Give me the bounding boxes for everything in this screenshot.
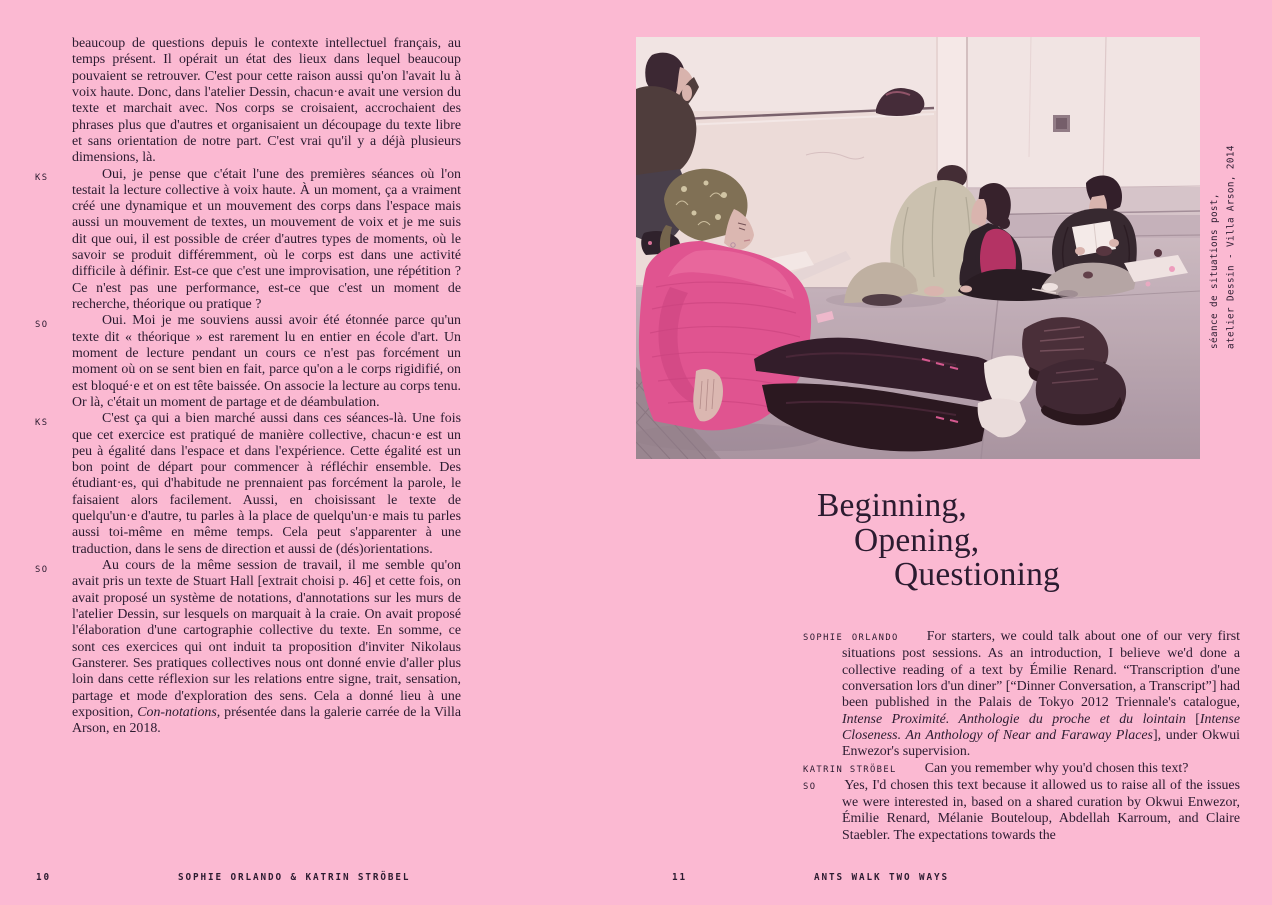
text-segment: Oui. Moi je me souviens aussi avoir été étonnée parce qu'un texte dit « théorique » est rarement lu en entier en école d'art. Un moment de lecture pendant un cours ce n'est pas forcément un moment où on se sent bien en fait, parce qu'on a le corps rigidifié, on est bloqué·e et on est tête baissée. On associe la lecture au corps tenu. Or là, c'était un moment de partage et de déambulation. <box>72 313 461 410</box>
right-dialogue-block <box>803 629 1240 844</box>
dialogue-paragraph <box>803 777 1240 844</box>
speaker-label: SOPHIE ORLANDO <box>803 633 899 643</box>
footer-running-title: ANTS WALK TWO WAYS <box>814 872 949 883</box>
photo-illustration <box>636 37 1200 459</box>
footer-page-number: 11 <box>672 872 687 883</box>
text-segment: C'est ça qui a bien marché aussi dans ces séances-là. Une fois que cet exercice est pratiqué de manière collective, chacun·e est un peu à égalité dans l'espace et dans l'expérience. Cette égalité est un bon point de départ pour commencer à réfléchir ensemble. Des étudiant·es, qui d'habitude ne prennaient pas forcément la parole, le faisaient alors facilement. Aussi, en choisissant le texte de quelqu'un·e d'autre, tu parles à la place de quelqu'un·e mais tu parles aussi toi-même en même temps. Cela peut s'apparenter à une traduction, dans le sens de direction et aussi de (dés)orientations. <box>72 411 461 557</box>
text-segment: Yes, I'd chosen this text because it allowed us to raise all of the issues we were interested in, based on a shared curation by Okwui Enwezor, Émilie Renard, Mélanie Bouteloup, Abdellah Karroum, and Claire Staebler. The expectations towards the <box>842 777 1240 843</box>
text-segment: Au cours de la même session de travail, il me semble qu'on avait pris un texte de Stuart Hall [extrait choisi p. 46] et cette fois, on avait proposé un système de notations, d'annotations sur les murs de l'atelier Dessin, sur lesquels on marquait à la craie. On avait proposé l'élaboration d'une cartographie collective du texte. En somme, ce sont ces exercices qui ont induit ta proposition d'inviter Nikolaus Gansterer. Ses pratiques collectives nous ont donné envie d'aller plus loin dans cette réflexion sur les relations entre signe, trait, sensation, partage et mode d'exploration des sens. Cela a donné lieu à une exposition, <box>72 558 461 720</box>
footer-page-number: 10 <box>36 872 51 883</box>
chapter-title-line: Beginning, <box>817 487 967 524</box>
text-segment: ], under Okwui Enwezor's supervision. <box>842 727 1240 760</box>
speaker-label: SO <box>35 564 49 575</box>
text-segment: présentée dans la galerie carrée de la Villa Arson, en 2018. <box>72 704 461 737</box>
photo-caption-line: atelier Dessin - Villa Arson, 2014 <box>1225 145 1237 349</box>
photo-caption-line: séance de situations post, <box>1209 193 1220 349</box>
text-segment: Can you remember why you'd chosen this text? <box>924 760 1189 776</box>
dialogue-paragraph <box>35 313 461 411</box>
chapter-title <box>817 489 1060 593</box>
speaker-label: SO <box>803 781 817 792</box>
right-page <box>636 0 1272 905</box>
text-segment: For starters, we could talk about one of our very first situations post sessions. As an introduction, I believe we'd done a collective reading of a text by Émilie Renard. “Transcription d'une conversation lors d'un diner” [“Dinner Conversation, a Transcript”] had been published in the Palais de Tokyo 2012 Triennale's catalogue, <box>842 629 1240 711</box>
chapter-title-line: Opening, <box>854 521 980 559</box>
chapter-title-line: Questioning <box>894 556 1060 593</box>
italic-text-segment: Con-notations, <box>137 704 221 720</box>
text-segment: beaucoup de questions depuis le contexte intellectuel français, au temps présent. Il opérait un état des lieux dans lequel beaucoup pouvaient se retrouver. C'est pour cette raison aussi qu'on l'avait lu à voix haute. Donc, dans l'atelier Dessin, chacun·e avait une version du texte et marchait avec. Nos corps se croisaient, accrochaient des phrases plus que d'autres et organisaient un découpage du texte libre et sans orientation de notre part. C'est vrai qu'il y a déjà plusieurs dimensions, là. <box>72 36 461 166</box>
italic-text-segment: Intense Closeness. An Anthology of Near and Faraway Places <box>842 711 1240 743</box>
speaker-label: SO <box>35 319 49 330</box>
footer-running-title: SOPHIE ORLANDO & KATRIN STRÖBEL <box>178 872 411 883</box>
dialogue-paragraph <box>803 760 1240 778</box>
text-segment: Oui, je pense que c'était l'une des premières séances où l'on testait la lecture collective à voix haute. À un moment, ça a vraiment créé une dynamique et un mouvement des corps dans l'espace mais aussi un mouvement de textes, un mouvement de voix et je me suis dit que oui, il est possible de créer d'autres types de moments, où le savoir se produit différemment, où le corps est dans une activité difficile à définir. Est-ce que c'est une improvisation, une répétition ? Ce n'est pas une performance, est-ce que c'est un moment de recherche, théorique ou pratique ? <box>72 166 461 312</box>
text-segment: [ <box>1185 711 1200 727</box>
speaker-label: KATRIN STRÖBEL <box>803 764 897 775</box>
left-dialogue-block <box>35 36 461 737</box>
speaker-label: KS <box>35 173 49 183</box>
italic-text-segment: Intense Proximité. Anthologie du proche et du lointain <box>842 711 1186 727</box>
photo-pink-tint-overlay <box>636 37 1200 459</box>
photo-caption-vertical <box>1207 145 1240 349</box>
speaker-label: KS <box>35 417 49 428</box>
dialogue-paragraph <box>35 558 461 737</box>
dialogue-paragraph <box>35 411 461 558</box>
dialogue-paragraph <box>35 166 461 314</box>
dialogue-paragraph <box>803 629 1240 761</box>
dialogue-paragraph <box>72 36 461 167</box>
